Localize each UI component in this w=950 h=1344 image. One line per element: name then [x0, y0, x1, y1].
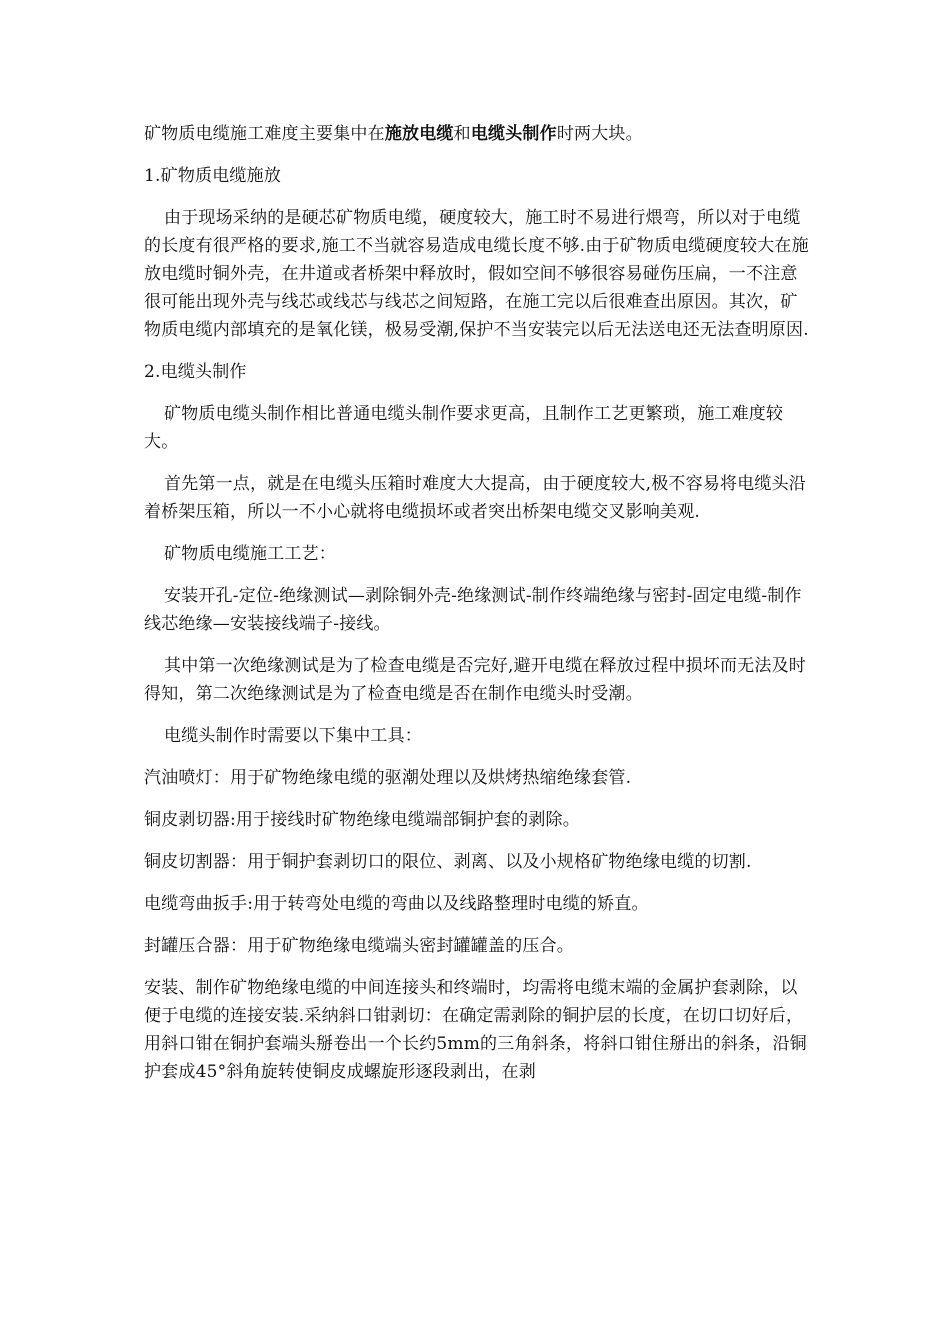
- intro-text-1: 矿物质电缆施工难度主要集中在: [144, 124, 385, 144]
- intro-bold-cable-laying: 施放电缆: [384, 124, 454, 144]
- process-title: 矿物质电缆施工工艺：: [164, 544, 336, 564]
- intro-paragraph: [144, 120, 812, 148]
- insulation-test-note: 其中第一次绝缘测试是为了检查电缆是否完好,避开电缆在释放过程中损坏而无法及时得知，第二次绝缘测试是为了检查电缆是否在制作电缆头时受潮。: [144, 656, 807, 704]
- tool-item: 铜皮切割器：用于铜护套剥切口的限位、剥离、以及小规格矿物绝缘电缆的切割.: [144, 852, 752, 872]
- tool-item: 电缆弯曲扳手:用于转弯处电缆的弯曲以及线路整理时电缆的矫直。: [144, 894, 649, 914]
- intro-bold-cable-head: 电缆头制作: [470, 124, 557, 144]
- section-1-body: 由于现场采纳的是硬芯矿物质电缆，硬度较大，施工时不易进行煨弯，所以对于电缆的长度有很严格的要求,施工不当就容易造成电缆长度不够.由于矿物质电缆硬度较大在施放电缆时铜外壳，在井道或者桥架中释放时，假如空间不够很容易碰伤压扁，一不注意很可能出现外壳与线芯或线芯与线芯之间短路，在施工完以后很难查出原因。其次，矿物质电缆内部填充的是氧化镁，极易受潮,保护不当安装完以后无法送电还无法查明原因.: [144, 208, 809, 340]
- tools-intro: 电缆头制作时需要以下集中工具：: [164, 726, 422, 746]
- intro-text-3: 时两大块。: [556, 124, 643, 144]
- closing-paragraph: 安装、制作矿物绝缘电缆的中间连接头和终端时，均需将电缆末端的金属护套剥除，以便于电缆的连接安装.采纳斜口钳剥切：在确定需剥除的铜护层的长度，在切口切好后，用斜口钳在铜护套端头掰卷出一个长约5mm的三角斜条，将斜口钳住掰出的斜条，沿铜护套成45°斜角旋转使铜皮成螺旋形逐段剥出，在剥: [144, 978, 807, 1082]
- tool-item: 封罐压合器：用于矿物绝缘电缆端头密封罐罐盖的压合。: [144, 936, 574, 956]
- process-steps: 安装开孔-定位-绝缘测试—剥除铜外壳-绝缘测试-制作终端绝缘与密封-固定电缆-制作线芯绝缘—安装接线端子-接线。: [144, 586, 802, 634]
- section-1-heading: 1.矿物质电缆施放: [144, 166, 282, 186]
- section-2-para-1: 矿物质电缆头制作相比普通电缆头制作要求更高，且制作工艺更繁琐，施工难度较大。: [144, 404, 784, 452]
- section-2-para-2: 首先第一点，就是在电缆头压箱时难度大大提高，由于硬度较大,极不容易将电缆头沿着桥架压箱，所以一不小心就将电缆损坏或者突出桥架电缆交叉影响美观.: [144, 474, 807, 522]
- tool-item: 铜皮剥切器:用于接线时矿物绝缘电缆端部铜护套的剥除。: [144, 810, 580, 830]
- section-2-heading: 2.电缆头制作: [144, 362, 247, 382]
- document-body: [144, 120, 812, 1100]
- tool-item: 汽油喷灯：用于矿物绝缘电缆的驱潮处理以及烘烤热缩绝缘套管.: [144, 768, 632, 788]
- intro-text-2: 和: [453, 124, 471, 144]
